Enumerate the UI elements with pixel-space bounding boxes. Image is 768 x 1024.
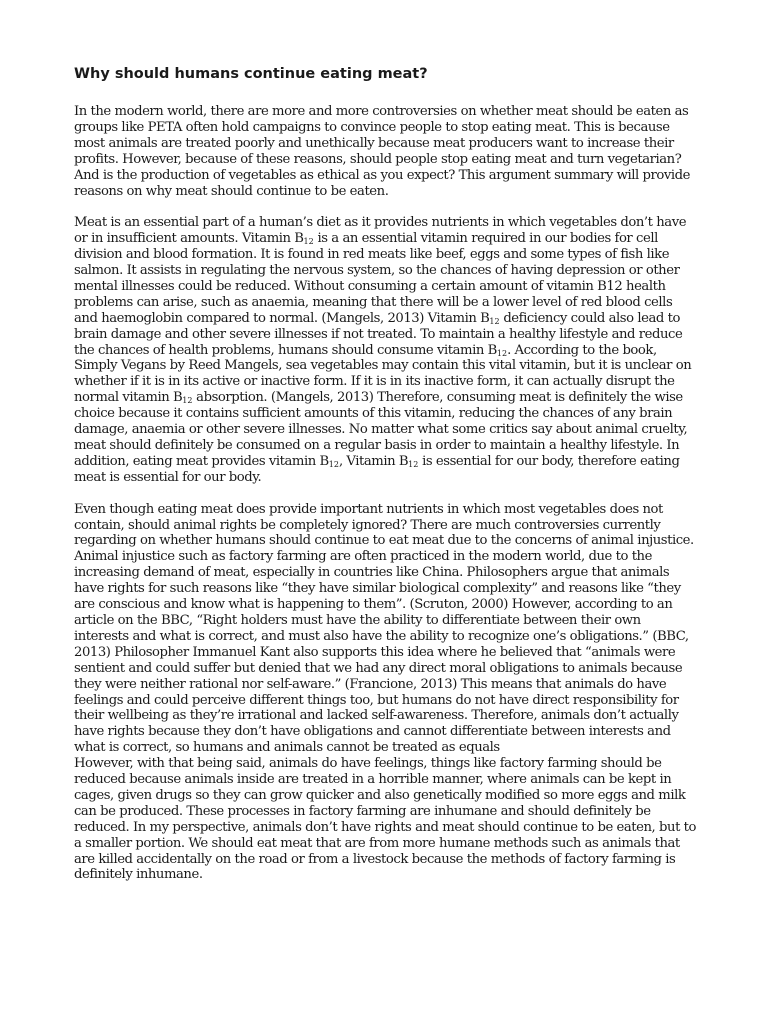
subscript-text: 12: [489, 316, 500, 326]
paragraph-text: deficiency could also lead to brain damage and other severe illnesses if not treated. To maintain a healthy lifestyle and reduce the chances of health problems, humans should consume vitamin B: [74, 310, 683, 358]
paragraph-text: Even though eating meat does provide important nutrients in which most vegetables does not contain, should animal rights be completely ignored? There are much controversies currently regarding on whether humans should continue to eat meat due to the concerns of animal injustice. Animal injustice such as factory farming are often practiced in the modern world, due to the increasing demand of meat, especially in countries like China. Philosophers argue that animals have rights for such reasons like “they have similar biological complexity” and reasons like “they are conscious and know what is happening to them”. (Scruton, 2000) However, according to an article on the BBC, “Right holders must have the ability to differentiate between their own interests and what is correct, and must also have the ability to recognize one’s obligations.” (BBC, 2013) Philosopher Immanuel Kant also supports this idea where he believed that “animals were sentient and could suffer but denied that we had any direct moral obligations to animals because they were neither rational nor self-aware.” (Francione, 2013) This means that animals do have feelings and could perceive different things too, but humans do not have direct responsibility for their wellbeing as they’re irrational and lacked self-awareness. Therefore, animals don’t actually have rights because they don’t have obligations and cannot differentiate between interests and what is correct, so humans and animals cannot be treated as equals: [74, 501, 694, 756]
subscript-text: 12: [182, 396, 193, 406]
body-paragraph: [74, 104, 698, 199]
paragraph-text: , Vitamin B: [338, 453, 409, 469]
paragraph-text: is a an essential vitamin required in our bodies for cell division and blood formation. It is found in red meats like beef, eggs and some types of fish like salmon. It assists in regulating the nervous system, so the chances of having depression or other mental illnesses could be reduced. Without consuming a certain amount of vitamin B12 health problems can arise, such as anaemia, meaning that there will be a lower level of red blood cells and haemoglobin compared to normal. (Mangels, 2013) Vitamin B: [74, 231, 680, 326]
document-body: [74, 104, 698, 899]
paragraph-text: However, with that being said, animals do have feelings, things like factory farming should be reduced because animals inside are treated in a horrible manner, where animals can be kept in cages, given drugs so they can grow quicker and also genetically modified so more eggs and milk can be produced. These processes in factory farming are inhumane and should definitely be reduced. In my perspective, animals don’t have rights and meat should continue to be eaten, but to a smaller portion. We should eat meat that are from more humane methods such as animals that are killed accidentally on the road or from a livestock because the methods of factory farming is definitely inhumane.: [74, 756, 696, 883]
subscript-text: 12: [328, 459, 339, 469]
paragraph-text: absorption. (Mangels, 2013) Therefore, consuming meat is definitely the wise choice because it contains sufficient amounts of this vitamin, reducing the chances of any brain damage, anaemia or other severe illnesses. No matter what some critics say about animal cruelty, meat should definitely be consumed on a regular basis in order to maintain a healthy lifestyle. In addition, eating meat provides vitamin B: [74, 390, 688, 469]
paragraph-text: . According to the book, Simply Vegans by Reed Mangels, sea vegetables may contain this vital vitamin, but it is unclear on whether if it is in its active or inactive form. If it is in its inactive form, it can actually disrupt the normal vitamin B: [74, 342, 692, 406]
body-paragraph: [74, 502, 698, 757]
paragraph-text: Meat is an essential part of a human’s diet as it provides nutrients in which vegetables don’t have or in insufficient amounts. Vitamin B: [74, 215, 687, 247]
paragraph-text: In the modern world, there are more and more controversies on whether meat should be eaten as groups like PETA often hold campaigns to convince people to stop eating meat. This is because most animals are treated poorly and unethically because meat producers want to increase their profits. However, because of these reasons, should people stop eating meat and turn vegetarian? And is the production of vegetables as ethical as you expect? This argument summary will provide reasons on why meat should continue to be eaten.: [74, 104, 690, 199]
document-title: Why should humans continue eating meat?: [74, 66, 428, 82]
subscript-text: 12: [408, 459, 419, 469]
body-paragraph: [74, 215, 698, 485]
subscript-text: 12: [303, 237, 314, 247]
paragraph-text: is essential for our body, therefore eating meat is essential for our body.: [74, 453, 680, 485]
body-paragraph: [74, 756, 698, 883]
subscript-text: 12: [496, 348, 508, 358]
